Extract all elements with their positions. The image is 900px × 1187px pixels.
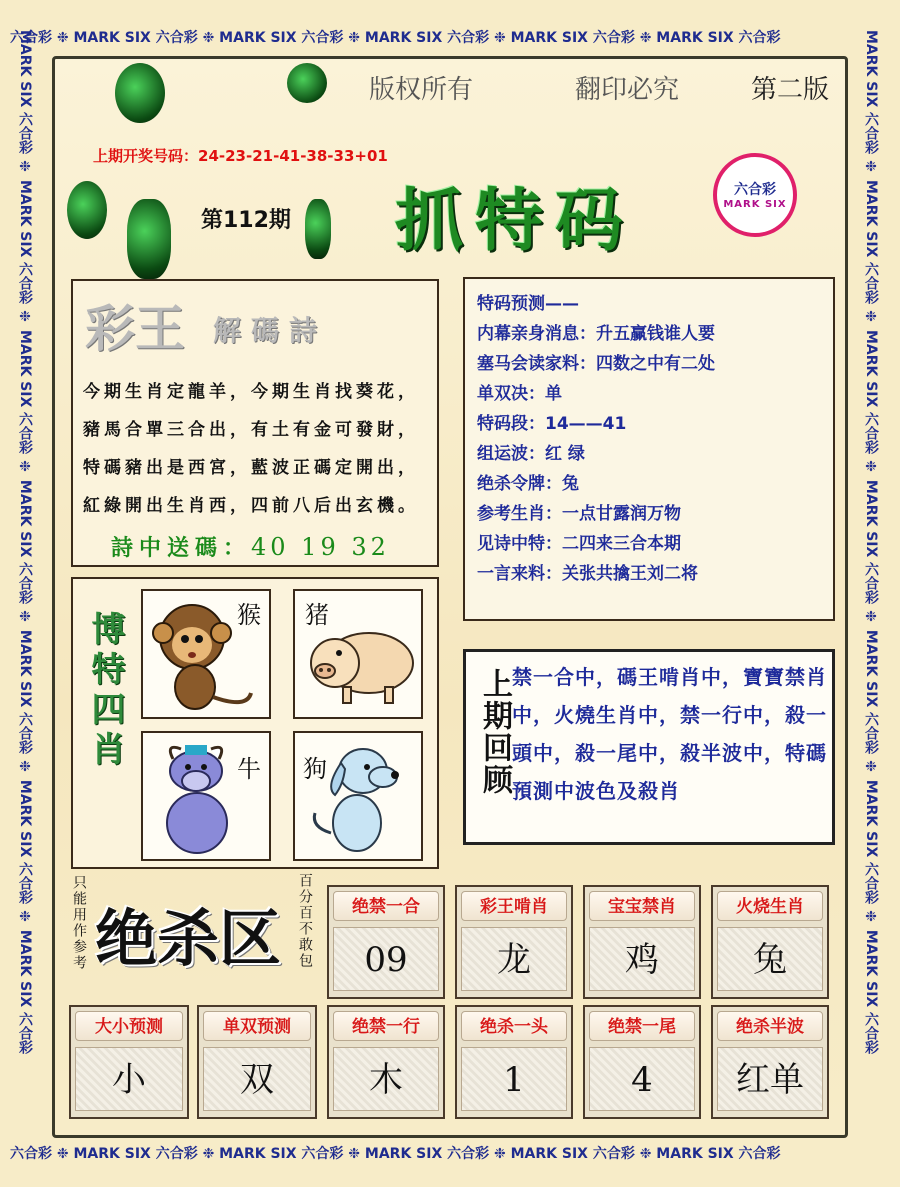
four-animals-label: 博特四肖 <box>85 611 125 771</box>
main-panel <box>52 56 848 1138</box>
kill-cell-value: 4 <box>589 1047 695 1111</box>
poem-title-sub: 解碼詩 <box>213 314 328 347</box>
prediction-box <box>463 277 835 621</box>
border-left-strip: MARK SIX 六合彩 ❉ MARK SIX 六合彩 ❉ MARK SIX 六合彩 ❉ MARK SIX 六合彩 ❉ MARK SIX 六合彩 ❉ MARK SIX 六合彩 ❉ MARK SIX 六合彩 <box>17 30 33 1055</box>
prediction-line: 见诗中特：二四来三合本期 <box>477 534 681 554</box>
review-label: 上期回顾 <box>477 668 512 796</box>
edition-text: 第二版 <box>751 75 830 105</box>
prediction-line: 一言来料：关张共擒王刘二将 <box>477 564 698 584</box>
kill-cell-value: 木 <box>333 1047 439 1111</box>
ox-icon <box>151 739 251 859</box>
animal-name: 狗 <box>303 755 327 783</box>
green-logo-graphic <box>287 63 327 103</box>
review-box <box>463 649 835 845</box>
kill-cell-value: 鸡 <box>589 927 695 991</box>
kill-cell <box>711 1005 829 1119</box>
animal-name: 猴 <box>237 601 261 629</box>
prev-draw-line <box>93 145 388 166</box>
kill-cell-label: 绝杀一头 <box>461 1011 567 1041</box>
prev-draw-label: 上期开奖号码： <box>93 147 199 165</box>
poem-lines <box>83 377 433 529</box>
prediction-line: 绝杀令牌：兔 <box>477 474 579 494</box>
prediction-line: 特码段：14——41 <box>477 414 627 434</box>
copyright-text: 版权所有 <box>369 75 474 105</box>
kill-cell <box>197 1005 317 1119</box>
animal-cell-ox <box>141 731 271 861</box>
kill-cell-value: 双 <box>203 1047 311 1111</box>
prediction-line: 内幕亲身消息：升五赢钱谁人要 <box>477 324 715 344</box>
note-no-guarantee: 百分百不敢包 <box>297 873 313 969</box>
kill-cell <box>711 885 829 999</box>
border-top-strip: 六合彩 ❉ MARK SIX 六合彩 ❉ MARK SIX 六合彩 ❉ MARK SIX 六合彩 ❉ MARK SIX 六合彩 ❉ MARK SIX 六合彩 <box>10 30 781 46</box>
border-right-strip: MARK SIX 六合彩 ❉ MARK SIX 六合彩 ❉ MARK SIX 六合彩 ❉ MARK SIX 六合彩 ❉ MARK SIX 六合彩 ❉ MARK SIX 六合彩 ❉ MARK SIX 六合彩 <box>863 30 879 1055</box>
mark-six-badge <box>713 153 797 237</box>
poem-line: 紅綠開出生肖西，四前八后出玄機。 <box>83 496 419 516</box>
green-logo-graphic <box>115 63 165 123</box>
page-title: 抓特码 <box>395 181 636 261</box>
kill-cell <box>583 1005 701 1119</box>
kill-cell-label: 绝禁一行 <box>333 1011 439 1041</box>
kill-cell-value: 小 <box>75 1047 183 1111</box>
kill-cell-label: 绝杀半波 <box>717 1011 823 1041</box>
note-reference-only: 只能用作参考 <box>71 875 87 971</box>
poem-line: 豬馬合單三合出，有土有金可發財， <box>83 420 419 440</box>
kill-cell-value: 09 <box>333 927 439 991</box>
kill-cell-label: 彩王啃肖 <box>461 891 567 921</box>
poem-line: 特碼豬出是西宮，藍波正碼定開出， <box>83 458 419 478</box>
poem-code-row <box>111 531 390 562</box>
no-reprint-text: 翻印必究 <box>575 75 680 105</box>
poem-line: 今期生肖定龍羊，今期生肖找葵花， <box>83 382 419 402</box>
four-animals-box <box>71 577 439 869</box>
animal-name: 猪 <box>305 601 329 629</box>
kill-zone-title: 绝杀区 <box>95 902 282 975</box>
prediction-line: 组运波：红 绿 <box>477 444 585 464</box>
animal-cell-monkey <box>141 589 271 719</box>
kill-cell-label: 宝宝禁肖 <box>589 891 695 921</box>
animal-name: 牛 <box>237 755 261 783</box>
review-text: 禁一合中，碼王啃肖中，寶寶禁肖中，火燒生肖中，禁一行中，殺一頭中，殺一尾中，殺半波中，特碼預測中波色及殺肖 <box>512 665 827 803</box>
prediction-line: 参考生肖：一点甘露润万物 <box>477 504 681 524</box>
poem-title-main: 彩王 <box>85 299 185 358</box>
green-logo-graphic <box>127 199 171 279</box>
kill-cell-label: 火烧生肖 <box>717 891 823 921</box>
badge-bottom-text: MARK SIX <box>723 199 787 210</box>
kill-cell <box>455 885 573 999</box>
prediction-lines <box>477 289 715 589</box>
animal-cell-pig <box>293 589 423 719</box>
prediction-line: 塞马会读家料：四数之中有二处 <box>477 354 715 374</box>
kill-cell-label: 绝禁一尾 <box>589 1011 695 1041</box>
kill-cell <box>583 885 701 999</box>
kill-cell-value: 龙 <box>461 927 567 991</box>
kill-cell-label: 单双预测 <box>203 1011 311 1041</box>
poem-codes: 40 19 32 <box>251 533 390 561</box>
kill-cell-value: 兔 <box>717 927 823 991</box>
prediction-line: 特码预测—— <box>477 294 579 314</box>
poem-box <box>71 279 439 567</box>
prediction-line: 单双决：单 <box>477 384 562 404</box>
green-logo-graphic <box>67 181 107 239</box>
border-bottom-strip: 六合彩 ❉ MARK SIX 六合彩 ❉ MARK SIX 六合彩 ❉ MARK SIX 六合彩 ❉ MARK SIX 六合彩 ❉ MARK SIX 六合彩 <box>10 1146 781 1162</box>
kill-cell <box>327 1005 445 1119</box>
kill-cell-value: 1 <box>461 1047 567 1111</box>
animal-cell-dog <box>293 731 423 861</box>
kill-cell <box>327 885 445 999</box>
kill-cell <box>69 1005 189 1119</box>
kill-cell-label: 绝禁一合 <box>333 891 439 921</box>
badge-top-text: 六合彩 <box>734 182 776 198</box>
kill-cell <box>455 1005 573 1119</box>
issue-number: 第112期 <box>201 208 291 233</box>
poem-code-label: 詩中送碼： <box>111 535 252 561</box>
prev-draw-numbers: 24-23-21-41-38-33+01 <box>198 147 388 165</box>
kill-cell-value: 红单 <box>717 1047 823 1111</box>
kill-cell-label: 大小预测 <box>75 1011 183 1041</box>
green-logo-graphic <box>305 199 331 259</box>
